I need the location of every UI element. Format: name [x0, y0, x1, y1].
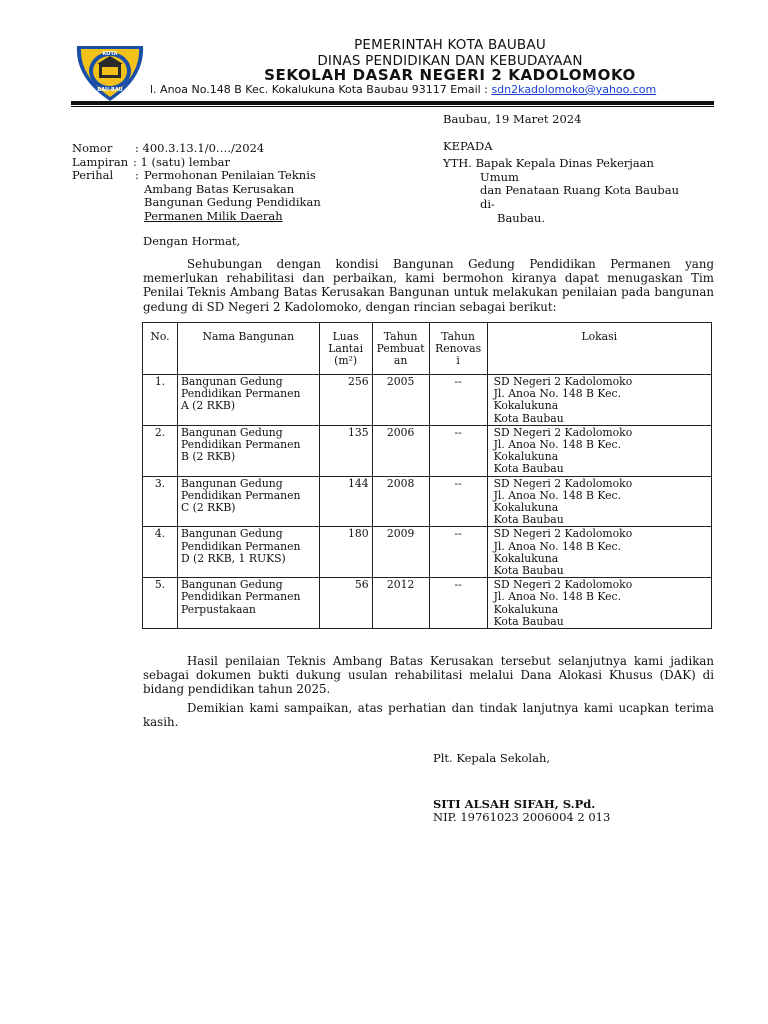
- header-no: No.: [143, 323, 178, 375]
- cell-renovasi: --: [429, 476, 487, 527]
- recipient-line-1: YTH. Bapak Kepala Dinas Pekerjaan: [443, 156, 654, 170]
- cell-tahun: 2009: [372, 527, 429, 578]
- perihal-line-4: Permanen Milik Daerah: [144, 209, 283, 223]
- nomor-value: : 400.3.13.1/0…./2024: [135, 141, 265, 155]
- cell-lokasi: SD Negeri 2 Kadolomoko Jl. Anoa No. 148 B Kec. Kokalukuna Kota Baubau: [487, 476, 711, 527]
- cell-no: 3.: [143, 476, 178, 527]
- recipient-line-3: dan Penataan Ruang Kota Baubau: [480, 183, 679, 197]
- header-tahun-pembuatan: Tahun Pembuat an: [372, 323, 429, 375]
- cell-lokasi: SD Negeri 2 Kadolomoko Jl. Anoa No. 148 B Kec. Kokalukuna Kota Baubau: [487, 425, 711, 476]
- header-lokasi: Lokasi: [487, 323, 711, 375]
- letterhead-line-2: DINAS PENDIDIKAN DAN KEBUDAYAAN: [317, 53, 583, 69]
- table-row: [143, 476, 712, 527]
- greeting: Dengan Hormat,: [143, 234, 241, 248]
- nomor-label: Nomor: [72, 141, 113, 155]
- header-rule-thin: [71, 106, 714, 107]
- lampiran-value: : 1 (satu) lembar: [133, 155, 231, 169]
- cell-nama: Bangunan Gedung Pendidikan Permanen A (2 RKB): [177, 375, 319, 426]
- table-row: [143, 578, 712, 629]
- signature-nip: NIP. 19761023 2006004 2 013: [433, 810, 611, 824]
- cell-no: 1.: [143, 375, 178, 426]
- signature-name: SITI ALSAH SIFAH, S.Pd.: [433, 797, 596, 811]
- cell-renovasi: --: [429, 578, 487, 629]
- table-row: [143, 375, 712, 426]
- cell-lokasi: SD Negeri 2 Kadolomoko Jl. Anoa No. 148 B Kec. Kokalukuna Kota Baubau: [487, 578, 711, 629]
- table-row: [143, 425, 712, 476]
- cell-luas: 180: [319, 527, 372, 578]
- perihal-line-1: Permohonan Penilaian Teknis: [144, 168, 316, 182]
- recipient-line-5: Baubau.: [497, 211, 545, 225]
- closing-paragraph: Demikian kami sampaikan, atas perhatian dan tindak lanjutnya kami ucapkan terima kasih.: [143, 701, 714, 730]
- building-table: [142, 322, 712, 629]
- cell-renovasi: --: [429, 425, 487, 476]
- lampiran-label: Lampiran: [72, 155, 129, 169]
- recipient-line-4: di-: [480, 197, 495, 211]
- letterhead-school-name: SEKOLAH DASAR NEGERI 2 KADOLOMOKO: [264, 66, 636, 84]
- cell-nama: Bangunan Gedung Pendidikan Permanen C (2 RKB): [177, 476, 319, 527]
- header-nama: Nama Bangunan: [177, 323, 319, 375]
- cell-nama: Bangunan Gedung Pendidikan Permanen B (2 RKB): [177, 425, 319, 476]
- table-row: [143, 527, 712, 578]
- school-logo: [71, 38, 149, 104]
- letterhead-line-1: PEMERINTAH KOTA BAUBAU: [354, 37, 546, 53]
- recipient-kepada: KEPADA: [443, 139, 493, 153]
- cell-renovasi: --: [429, 375, 487, 426]
- cell-tahun: 2012: [372, 578, 429, 629]
- cell-luas: 56: [319, 578, 372, 629]
- cell-no: 5.: [143, 578, 178, 629]
- letter-date: Baubau, 19 Maret 2024: [443, 112, 582, 126]
- cell-nama: Bangunan Gedung Pendidikan Permanen D (2 RKB, 1 RUKS): [177, 527, 319, 578]
- header-luas: Luas Lantai (m²): [319, 323, 372, 375]
- cell-no: 2.: [143, 425, 178, 476]
- letterhead-address: [150, 83, 656, 96]
- table-header-row: [143, 323, 712, 375]
- logo-top-text: KOTA: [102, 51, 118, 57]
- cell-tahun: 2006: [372, 425, 429, 476]
- intro-paragraph: Sehubungan dengan kondisi Bangunan Gedung Pendidikan Permanen yang memerlukan rehabilitasi dan perbaikan, kami bermohon kiranya dapat menugaskan Tim Penilai Teknis Ambang Batas Kerusakan Bangunan untuk melakukan penilaian pada bangunan gedung di SD Negeri 2 Kadolomoko, dengan rincian sebagai berikut:: [143, 257, 714, 314]
- perihal-label: Perihal: [72, 168, 114, 182]
- cell-no: 4.: [143, 527, 178, 578]
- perihal-line-3: Bangunan Gedung Pendidikan: [144, 195, 321, 209]
- perihal-line-2: Ambang Batas Kerusakan: [144, 182, 295, 196]
- cell-lokasi: SD Negeri 2 Kadolomoko Jl. Anoa No. 148 B Kec. Kokalukuna Kota Baubau: [487, 375, 711, 426]
- cell-renovasi: --: [429, 527, 487, 578]
- result-paragraph: Hasil penilaian Teknis Ambang Batas Kerusakan tersebut selanjutnya kami jadikan sebagai dokumen bukti dukung usulan rehabilitasi melalui Dana Alokasi Khusus (DAK) di bidang pendidikan tahun 2025.: [143, 654, 714, 697]
- cell-lokasi: SD Negeri 2 Kadolomoko Jl. Anoa No. 148 B Kec. Kokalukuna Kota Baubau: [487, 527, 711, 578]
- cell-luas: 144: [319, 476, 372, 527]
- email-link[interactable]: sdn2kadolomoko@yahoo.com: [491, 83, 657, 96]
- address-text: l. Anoa No.148 B Kec. Kokalukuna Kota Baubau 93117 Email :: [150, 83, 492, 96]
- cell-tahun: 2005: [372, 375, 429, 426]
- signature-title: Plt. Kepala Sekolah,: [433, 751, 551, 765]
- recipient-line-2: Umum: [480, 170, 519, 184]
- cell-luas: 256: [319, 375, 372, 426]
- cell-nama: Bangunan Gedung Pendidikan Permanen Perpustakaan: [177, 578, 319, 629]
- header-tahun-renovasi: Tahun Renovas i: [429, 323, 487, 375]
- cell-tahun: 2008: [372, 476, 429, 527]
- header-rule-thick: [71, 101, 714, 105]
- cell-luas: 135: [319, 425, 372, 476]
- logo-bottom-text: BAU-BAU: [97, 87, 123, 93]
- perihal-colon: :: [135, 168, 139, 182]
